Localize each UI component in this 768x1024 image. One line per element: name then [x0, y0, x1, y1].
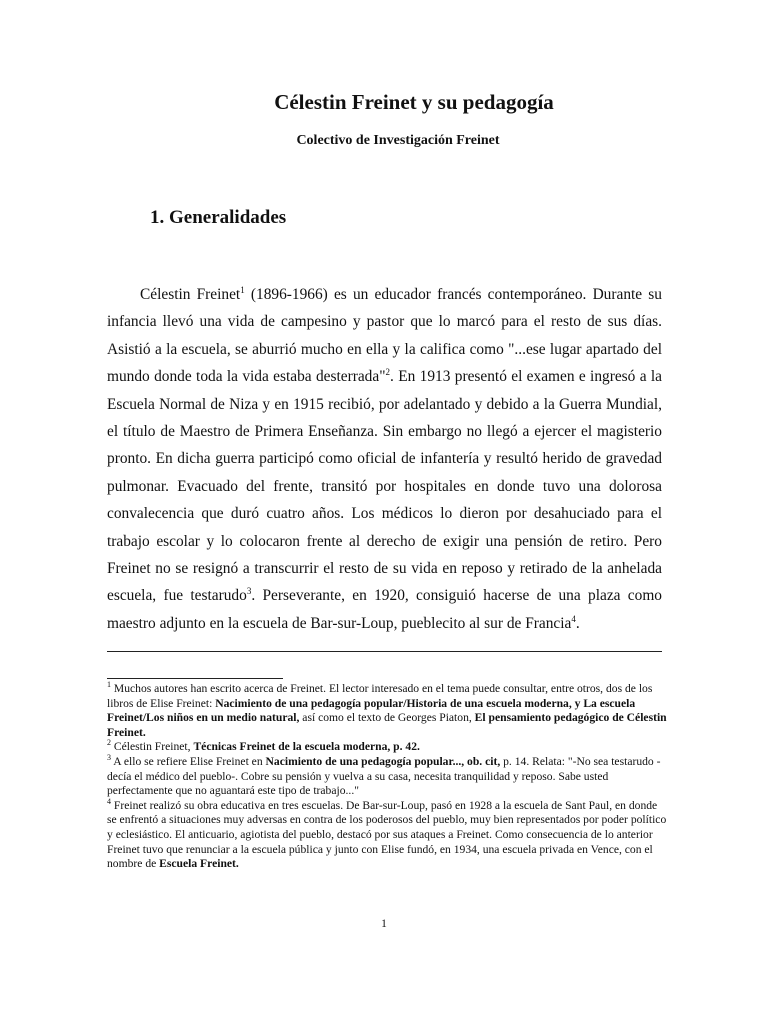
body-text-segment: Célestin Freinet — [140, 286, 241, 303]
footnote-separator — [107, 678, 283, 679]
footnote-4 — [107, 796, 667, 872]
body-text-segment: (1896-1966) es un educador francés contemporáneo. Durante su infancia llevó una vida de campesino y pastor que lo marcó para el resto de sus días. Asistió a la escuela, se aburrió mucho en ella y la califica como "...ese lugar apartado del mundo donde toda la vida estaba desterrada" — [107, 286, 662, 386]
footnote-3 — [107, 755, 667, 799]
section-heading: 1. Generalidades — [150, 207, 287, 228]
footnote-text: Muchos autores han escrito acerca de Freinet. El lector interesado en el tema puede consultar, entre otros, dos de los libros de Elise Freinet: — [107, 682, 653, 710]
body-text-segment: . — [575, 614, 580, 632]
footnote-text: así como el texto de Georges Piaton, — [299, 711, 475, 725]
footnote-number: 4 — [107, 796, 111, 806]
footnote-bold-text: Nacimiento de una pedagogía popular..., ob. cit, — [265, 754, 501, 768]
footnote-bold-text: Técnicas Freinet de la escuela moderna, p. 42. — [193, 740, 420, 754]
footnote-bold-text: Escuela Freinet. — [159, 857, 239, 871]
document-title: Célestin Freinet y su pedagogía — [274, 90, 554, 114]
body-text-segment: . En 1913 presentó el examen e ingresó a la Escuela Normal de Niza y en 1915 recibió, por adelantado y debido a la Guerra Mundial, el título de Maestro de Primera Enseñanza. Sin embargo no llegó a ejercer el magisterio pronto. En dicha guerra participó como oficial de infantería y resultó herido de gravedad pulmonar. Evacuado del frente, transitó por hospitales en donde tuvo una dolorosa convalecencia que duró cuatro años. Los médicos lo dieron por desahuciado para el trabajo escolar y lo colocaron frente al derecho de exigir una pensión de retiro. Pero Freinet no se resignó a transcurrir el resto de su vida en reposo y retirado de la anhelada escuela, fue testarudo — [107, 368, 662, 605]
footnote-bold-text: El pensamiento pedagógico de Célestin Freinet. — [107, 711, 667, 739]
content-divider — [107, 651, 662, 652]
footnotes — [107, 682, 667, 872]
footnote-2 — [107, 740, 667, 755]
footnote-text: Célestin Freinet, — [111, 740, 194, 754]
footnote-ref[interactable]: 2 — [385, 367, 390, 378]
document-subtitle: Colectivo de Investigación Freinet — [296, 133, 500, 148]
footnote-number: 2 — [107, 738, 111, 748]
page-number: 1 — [381, 918, 387, 930]
footnote-text: Freinet realizó su obra educativa en tres escuelas. De Bar-sur-Loup, pasó en 1928 a la escuela de Sant Paul, en donde se enfrentó a situaciones muy adversas en contra de los poderosos del pueblo, muy bien representados por poder político y eclesiástico. El anticuario, agiotista del pueblo, destacó por sus ataques a Freinet. Como consecuencia de lo anterior Freinet tuvo que renunciar a la escuela pública y junto con Elise fundó, en 1934, una escuela privada en Vence, con el nombre de — [107, 798, 667, 871]
footnote-ref[interactable]: 3 — [246, 586, 252, 597]
footnote-ref[interactable]: 1 — [240, 284, 245, 295]
footnote-number: 1 — [107, 680, 111, 690]
footnote-1 — [107, 682, 667, 740]
footnote-ref[interactable]: 4 — [571, 613, 576, 624]
footnote-text: A ello se refiere Elise Freinet en — [111, 754, 266, 768]
footnote-bold-text: Nacimiento de una pedagogía popular/Historia de una escuela moderna, y La escuela Freinet/Los niños en un medio natural, — [107, 696, 636, 725]
footnote-text: p. 14. Relata: "-No sea testarudo -decía el médico del pueblo-. Cobre su pensión y vuelva a su casa, necesita tranquilidad y reposo. Sabe usted perfectamente que no aguantará este tipo de trabajo..." — [107, 754, 661, 798]
body-paragraph — [107, 281, 662, 637]
body-text-segment: . Perseverante, en 1920, consiguió hacerse de una plaza como maestro adjunto en la escuela de Bar-sur-Loup, pueblecito al sur de Francia — [107, 587, 662, 632]
footnote-number: 3 — [107, 753, 111, 763]
